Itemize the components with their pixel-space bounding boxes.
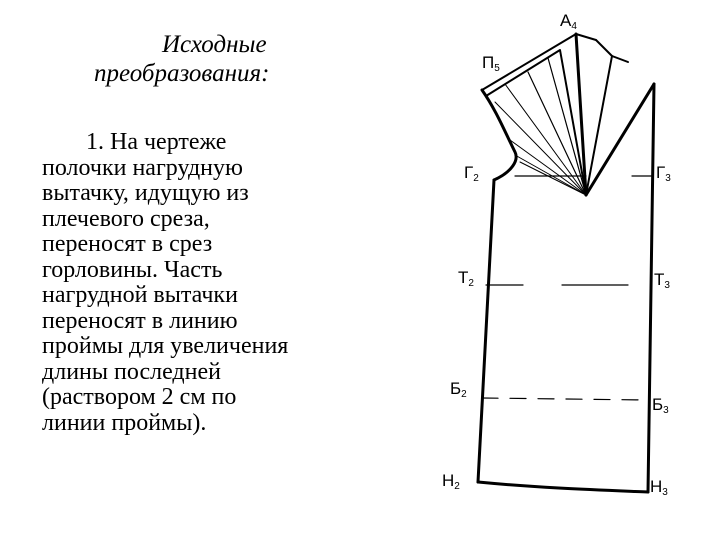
paragraph-line: 1. На чертеже: [86, 129, 227, 155]
paragraph-line: полочки нагрудную: [42, 154, 243, 181]
dart-fold-ray-4: [515, 155, 586, 195]
left-side-seam: [478, 180, 494, 482]
paragraph-line: вытачку, идущую из: [42, 180, 249, 206]
point-label-b3: Б3: [652, 395, 669, 416]
paragraph-line: линии проймы).: [42, 409, 207, 436]
armhole-curve: [482, 90, 516, 180]
dart-fold-ray-5: [520, 162, 586, 195]
paragraph-line: проймы для увеличения: [42, 333, 289, 359]
paragraph-line: нагрудной вытачки: [42, 282, 238, 308]
point-label-a4: А4: [560, 11, 577, 32]
paragraph-line: (раствором 2 см по: [42, 384, 237, 410]
hip-line: [482, 398, 648, 400]
paragraph-line: плечевого среза,: [42, 205, 210, 232]
hem-line: [478, 482, 648, 492]
neck-shoulder-top: [576, 34, 596, 40]
paragraph-line: длины последней: [42, 358, 221, 385]
paragraph-line: переносят в срез: [42, 231, 213, 257]
point-label-n3: Н3: [650, 477, 668, 498]
paragraph-line: горловины. Часть: [42, 256, 223, 283]
title-line-1: Исходные: [162, 31, 267, 58]
point-label-t3: Т3: [654, 270, 670, 291]
point-label-t2: Т2: [458, 268, 474, 289]
neck-dart-right: [612, 56, 628, 62]
point-label-n2: Н2: [442, 471, 460, 492]
point-label-p5: П5: [482, 53, 500, 74]
dart-fold-ray-3: [510, 140, 586, 195]
point-label-g2: Г2: [464, 163, 479, 184]
paragraph-line: переносят в линию: [42, 307, 238, 334]
title-line-2: преобразования:: [94, 60, 270, 87]
point-label-b2: Б2: [450, 379, 467, 400]
point-label-g3: Г3: [656, 163, 671, 184]
dart-fold-ray-1: [505, 84, 586, 195]
